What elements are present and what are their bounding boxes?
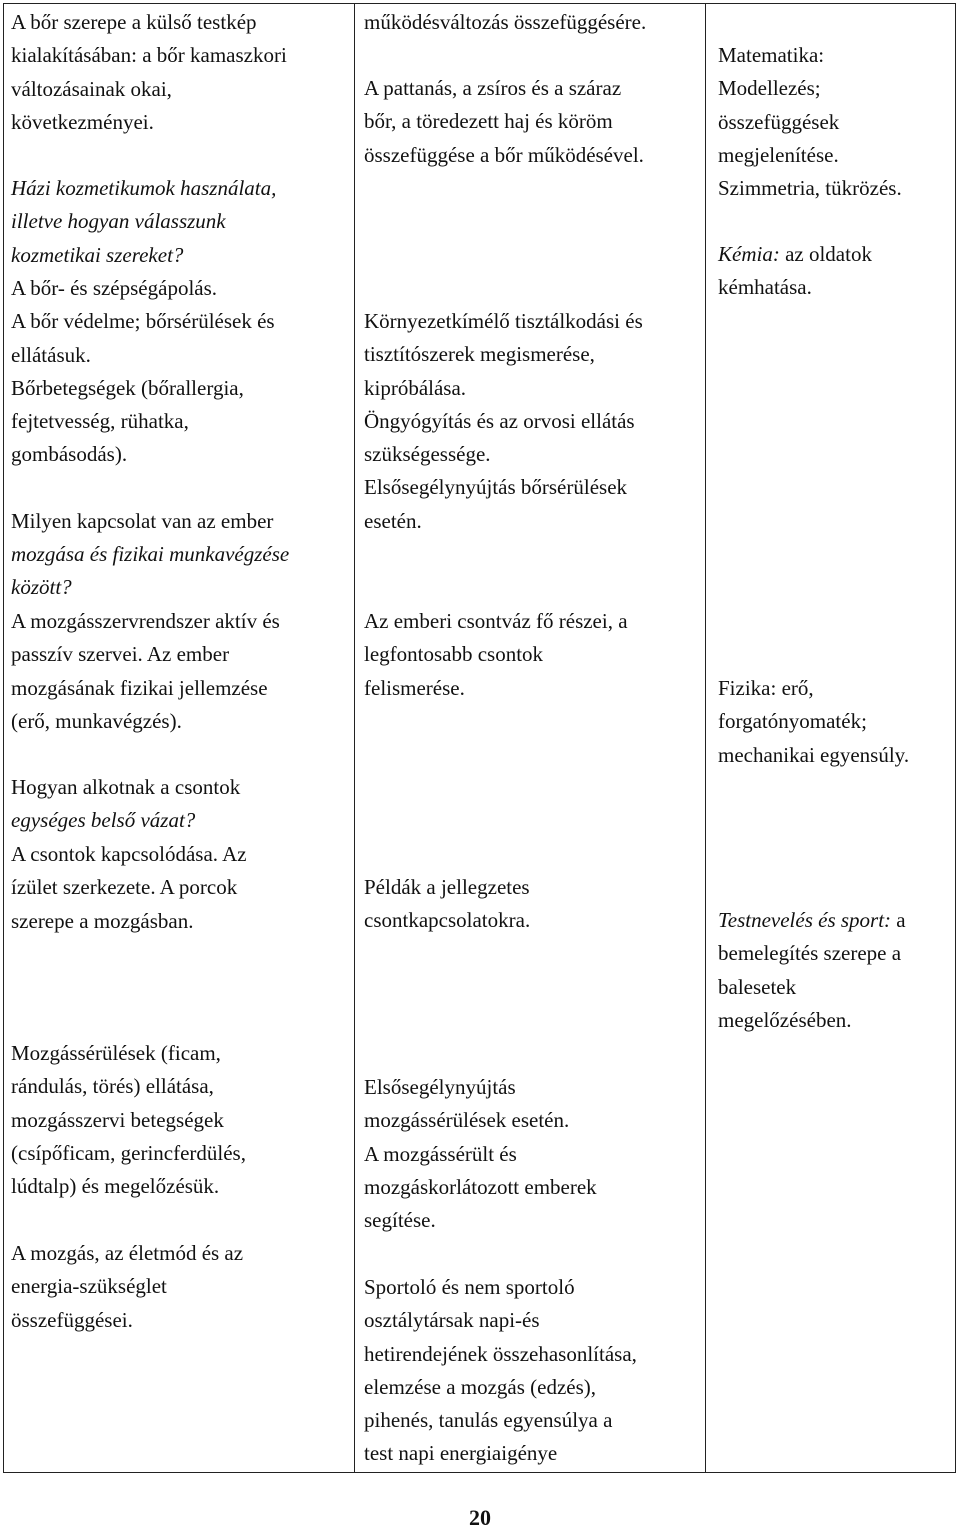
activity-skeleton: Az emberi csontváz fő részei, a legfontosabb csontok felismerése. bbox=[364, 609, 628, 700]
activity-cleaning: Környezetkímélő tisztálkodási és tisztítószerek megismerése, kipróbálása. Öngyógyítás és az orvosi ellátás szükségessége. Elsősegélynyújtás bőrsérülések esetén. bbox=[364, 309, 643, 533]
pe-text: a bemelegítés szerepe a balesetek megelőzésében. bbox=[718, 908, 906, 1032]
connection-physics: Fizika: erő, forgatónyomaték; mechanikai egyensúly. bbox=[718, 676, 910, 767]
connection-chemistry bbox=[718, 238, 956, 305]
topic-locomotor-system: A mozgásszervrendszer aktív és passzív szervei. Az ember mozgásának fizikai jellemzése (erő, munkavégzés). bbox=[11, 609, 280, 733]
topic-movement-question: Milyen kapcsolat van az ember bbox=[11, 509, 274, 533]
curriculum-table bbox=[3, 3, 956, 1473]
activity-schedule-comparison: Sportoló és nem sportoló osztálytársak napi-és hetirendejének összehasonlítása, elemzése a mozgás (edzés), pihenés, tanulás egyensúlya a test napi energiaigénye bbox=[364, 1275, 637, 1466]
chemistry-text: az oldatok kémhatása. bbox=[718, 242, 872, 300]
topic-skin-role: A bőr szerepe a külső testkép kialakításában: a bőr kamaszkori változásainak okai, következményei. bbox=[11, 10, 287, 134]
activity-function-change: működésváltozás összefüggésére. bbox=[364, 10, 647, 34]
topics-column bbox=[4, 4, 355, 1472]
connection-pe bbox=[718, 904, 956, 1037]
topic-movement-question-cont: mozgása és fizikai munkavégzése között? bbox=[11, 542, 290, 600]
pe-label: Testnevelés és sport: bbox=[718, 908, 892, 932]
connections-column bbox=[706, 4, 957, 1472]
topic-bones-question-cont: egységes belső vázat? bbox=[11, 808, 196, 832]
topic-bones-question: Hogyan alkotnak a csontok bbox=[11, 775, 241, 799]
activity-first-aid: Elsősegélynyújtás mozgássérülések esetén. A mozgássérült és mozgáskorlátozott emberek segítése. bbox=[364, 1075, 597, 1233]
chemistry-label: Kémia: bbox=[718, 242, 780, 266]
activities-column bbox=[355, 4, 706, 1472]
activity-acne: A pattanás, a zsíros és a száraz bőr, a töredezett haj és köröm összefüggése a bőr működésével. bbox=[364, 76, 644, 167]
topic-joints: A csontok kapcsolódása. Az ízület szerkezete. A porcok szerepe a mozgásban. bbox=[11, 842, 247, 933]
page-number: 20 bbox=[469, 1505, 491, 1530]
topic-energy: A mozgás, az életmód és az energia-szükséglet összefüggései. bbox=[11, 1241, 244, 1332]
connection-math: Matematika: Modellezés; összefüggések megjelenítése. Szimmetria, tükrözés. bbox=[718, 43, 902, 201]
activity-bone-connections: Példák a jellegzetes csontkapcsolatokra. bbox=[364, 875, 531, 933]
topic-skin-care: A bőr- és szépségápolás. A bőr védelme; bőrsérülések és ellátásuk. Bőrbetegségek (bőrallergia, fejtetvesség, rühatka, gombásodás). bbox=[11, 276, 275, 467]
topic-cosmetics-question: Házi kozmetikumok használata, illetve hogyan válasszunk kozmetikai szereket? bbox=[11, 176, 277, 267]
topic-injuries: Mozgássérülések (ficam, rándulás, törés) ellátása, mozgásszervi betegségek (csípőficam, gerincferdülés, lúdtalp) és megelőzésük. bbox=[11, 1041, 246, 1199]
